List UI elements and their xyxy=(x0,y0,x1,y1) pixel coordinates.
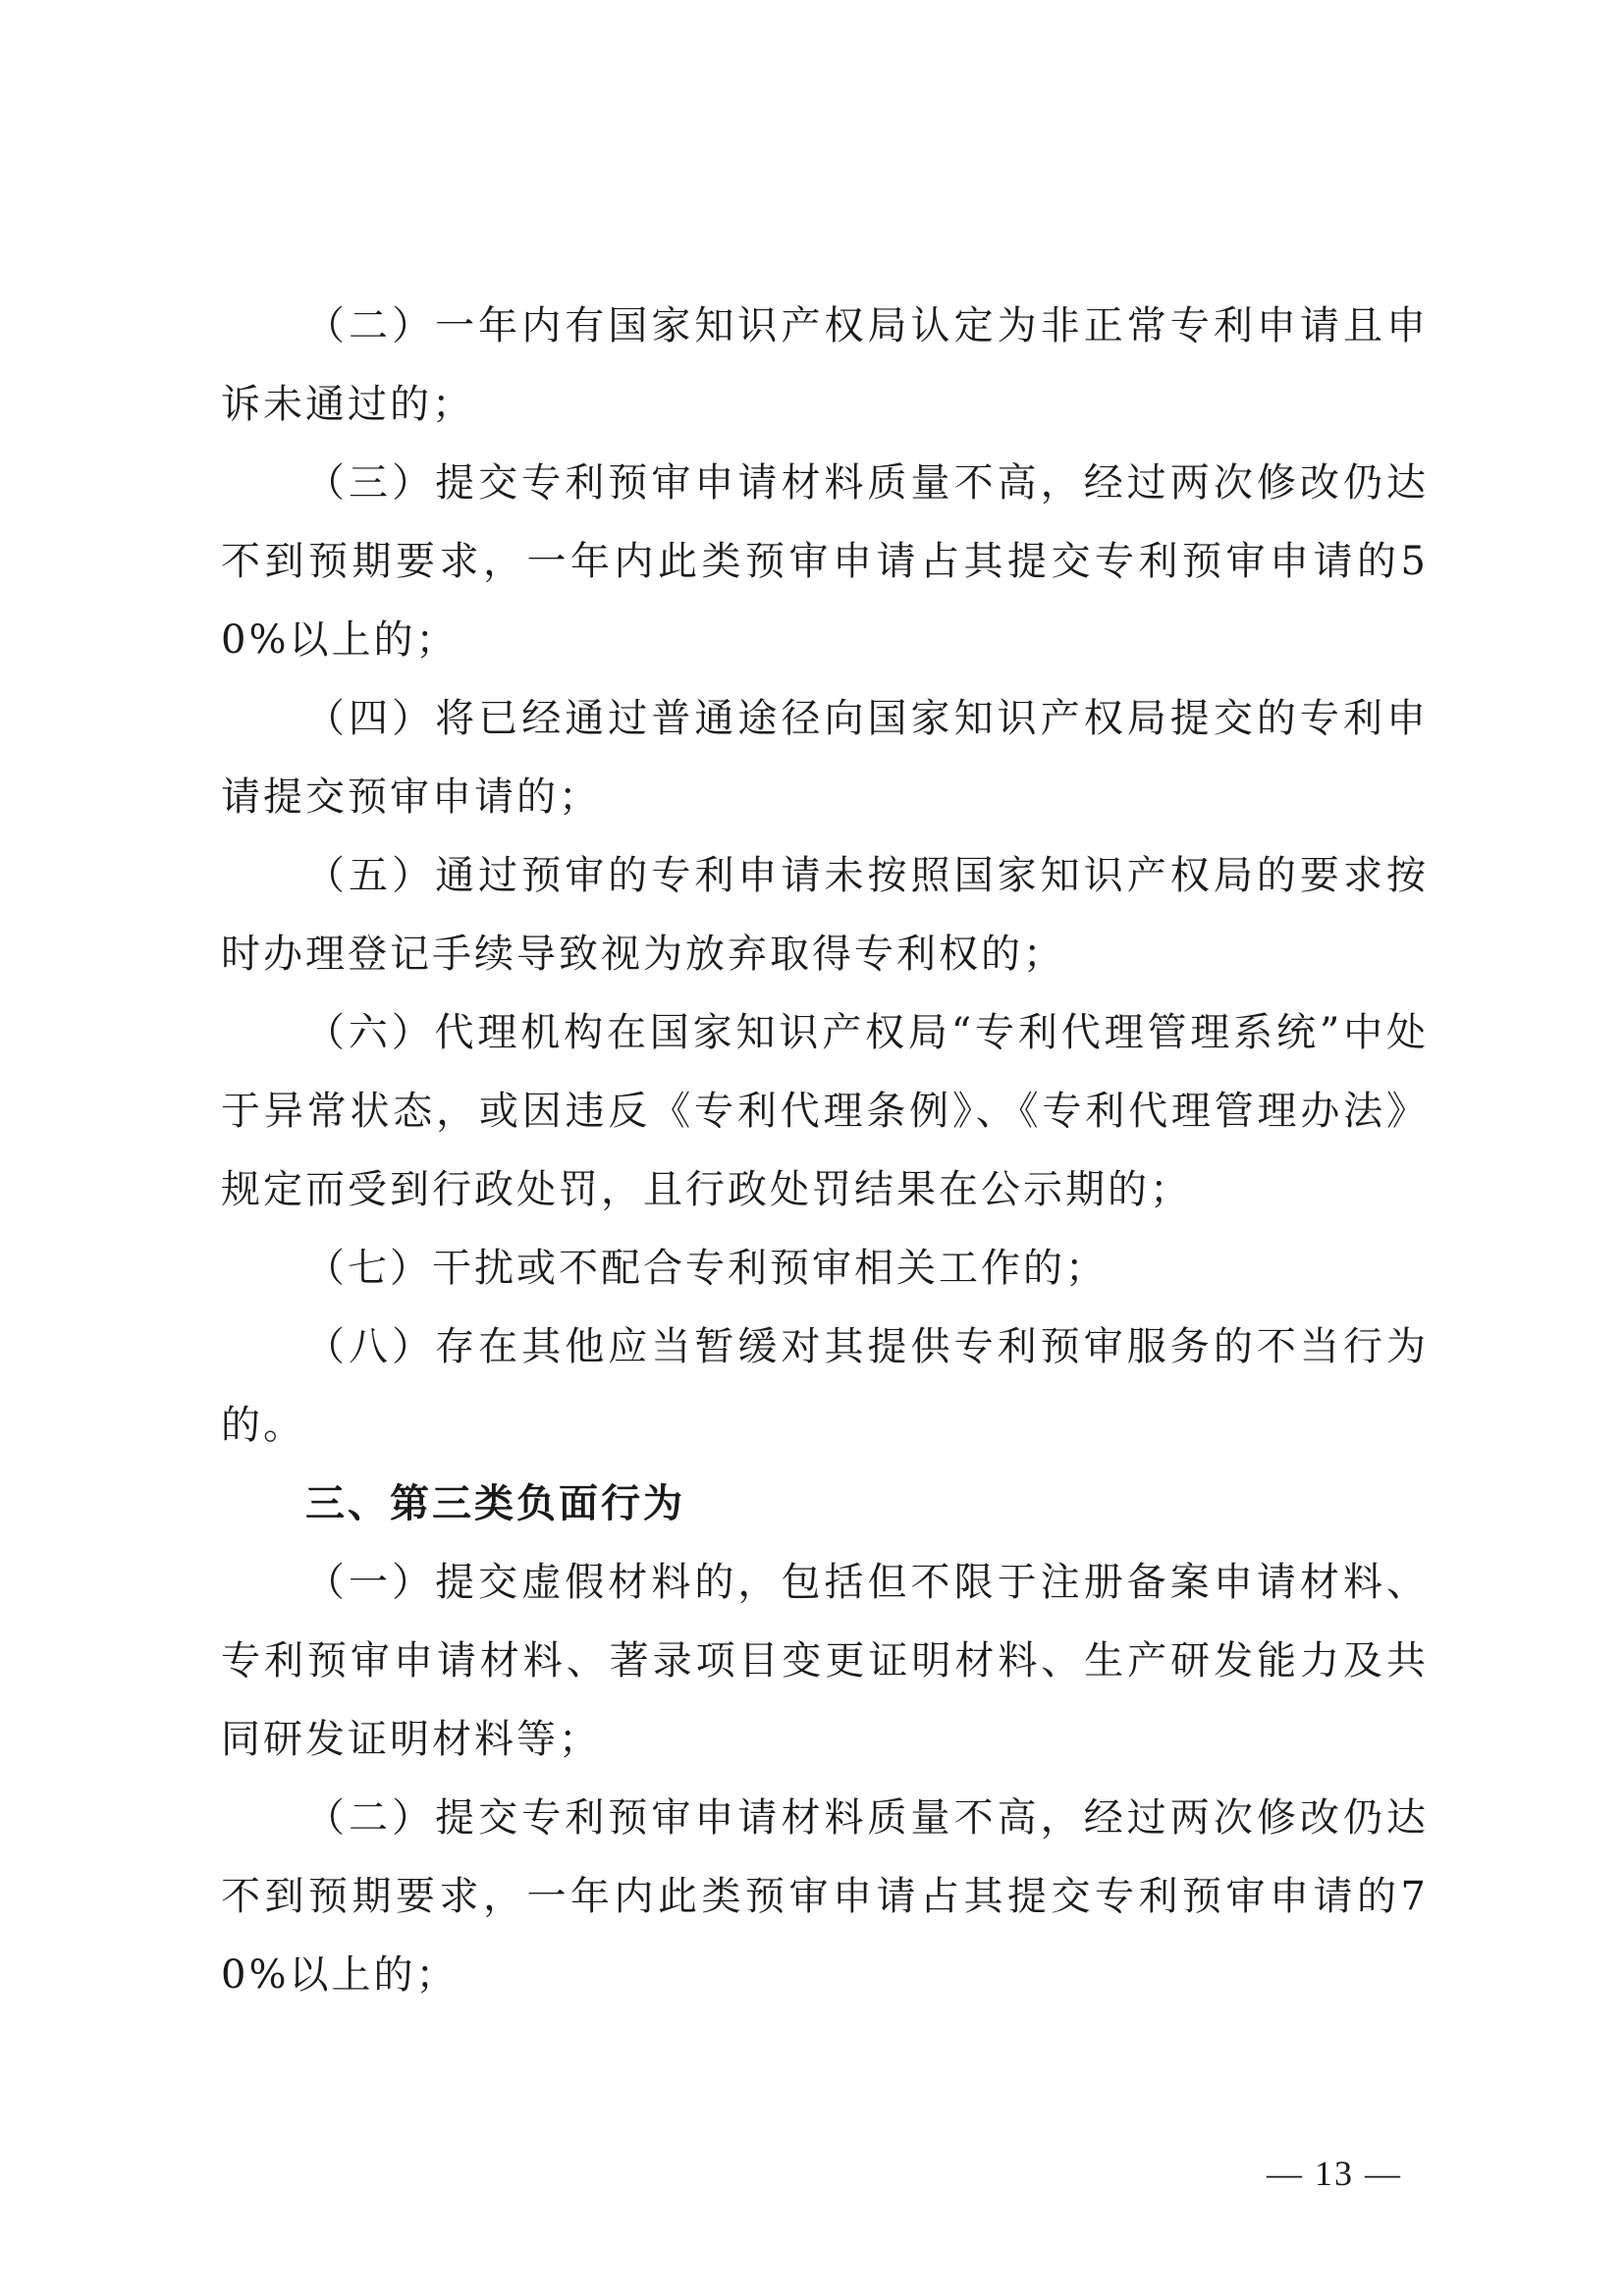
page-number: — 13 — xyxy=(1267,2154,1402,2193)
document-body xyxy=(221,287,1429,2014)
paragraph-item-7-interference: （七）干扰或不配合专利预审相关工作的； xyxy=(305,1246,1108,1291)
section-heading-third-category: 三、第三类负面行为 xyxy=(305,1481,685,1526)
paragraph-item-5-registration-not-done: （五）通过预审的专利申请未按照国家知识产权局的要求按时办理登记手续导致视为放弃取得专利权的； xyxy=(221,853,1429,977)
paragraph-item-6-agency-abnormal: （六）代理机构在国家知识产权局“专利代理管理系统”中处于异常状态，或因违反《专利代理条例》、《专利代理管理办法》规定而受到行政处罚，且行政处罚结果在公示期的； xyxy=(221,1010,1429,1212)
paragraph-item-1-false-materials: （一）提交虚假材料的，包括但不限于注册备案申请材料、专利预审申请材料、著录项目变更证明材料、生产研发能力及共同研发证明材料等； xyxy=(221,1560,1429,1762)
paragraph-item-2-abnormal-application: （二）一年内有国家知识产权局认定为非正常专利申请且申诉未通过的； xyxy=(221,303,1429,427)
paragraph-item-8-other-misconduct: （八）存在其他应当暂缓对其提供专利预审服务的不当行为的。 xyxy=(221,1324,1429,1448)
paragraph-item-2-low-quality-70: （二）提交专利预审申请材料质量不高，经过两次修改仍达不到预期要求，一年内此类预审申请占其提交专利预审申请的70%以上的； xyxy=(221,1795,1429,1998)
paragraph-item-4-duplicate-submission: （四）将已经通过普通途径向国家知识产权局提交的专利申请提交预审申请的； xyxy=(221,696,1429,820)
paragraph-item-3-low-quality-50: （三）提交专利预审申请材料质量不高，经过两次修改仍达不到预期要求，一年内此类预审申请占其提交专利预审申请的50%以上的； xyxy=(221,460,1429,663)
